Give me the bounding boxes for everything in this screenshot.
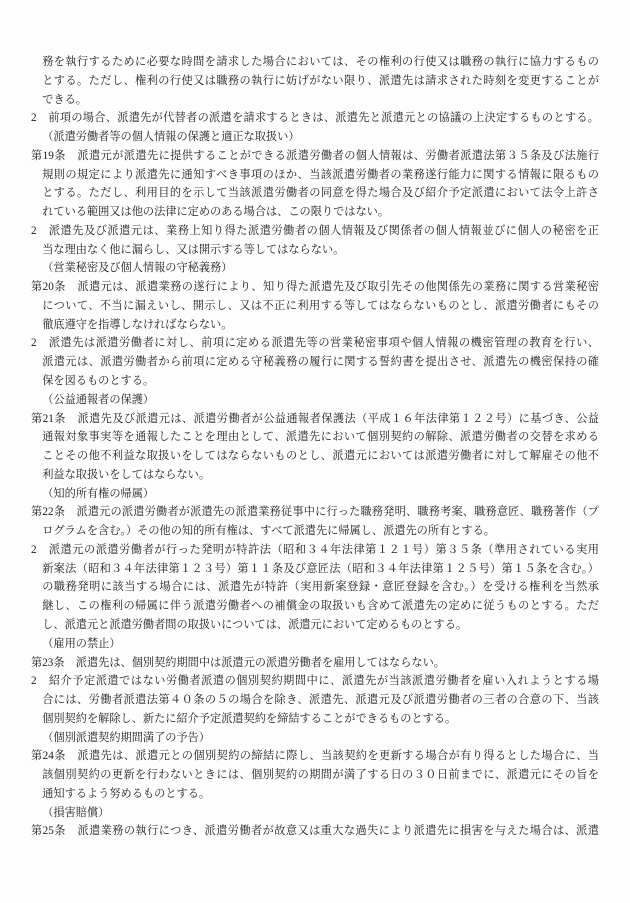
text-line-22: ことその他不利益な取扱いをしてはならないものとし、派遣元においては派遣労働者に対して解雇その他不 — [42, 450, 599, 463]
text-line-23: 利益な取扱いをしてはならない。 — [42, 468, 211, 481]
text-line-39: 該個別契約の更新を行わないときには、個別契約の期間が満了する日の３０日前までに、派遣元にその旨を — [42, 769, 599, 782]
text-line-20: 第21条 派遣先及び派遣元は、派遣労働者が公益通報者保護法（平成１６年法律第１２２号）に基づき、公益 — [31, 412, 599, 425]
text-line-6: 第19条 派遣元が派遣先に提供することができる派遣労働者の個人情報は、労働者派遣法第３５条及び法施行 — [31, 149, 599, 162]
text-line-33: 第23条 派遣先は、個別契約期間中は派遣元の派遣労働者を雇用してはならない。 — [31, 656, 445, 669]
text-line-16: 2 派遣先は派遣労働者に対し、前項に定める派遣先等の営業秘密事項や個人情報の機密管理の教育を行い、 — [31, 337, 599, 350]
text-line-18: 保を図るものとする。 — [42, 375, 155, 388]
text-line-17: 派遣元は、派遣労働者から前項に定める守秘義務の履行に関する誓約書を提出させ、派遣先の機密保持の確 — [42, 356, 599, 369]
text-line-14: について、不当に漏えいし、開示し、又は不正に利用する等してはならないものとし、派遣労働者にもその — [42, 299, 599, 312]
text-line-19: （公益通報者の保護） — [42, 393, 155, 406]
text-line-38: 第24条 派遣先は、派遣元との個別契約の締結に際し、当該契約を更新する場合が有り得るとした場合に、当 — [31, 750, 599, 763]
text-line-36: 個別契約を解除し、新たに紹介予定派遣契約を締結することができるものとする。 — [42, 712, 457, 725]
text-line-34: 2 紹介予定派遣ではない労働者派遣の個別契約期間中に、派遣先が当該派遣労働者を雇い入れようとする場 — [31, 675, 599, 688]
text-line-29: の職務発明に該当する場合には、派遣先が特許（実用新案登録・意匠登録を含む。）を受ける権利を当然承 — [42, 581, 599, 594]
text-line-32: （雇用の禁止） — [42, 637, 121, 650]
text-line-11: 当な理由なく他に漏らし、又は開示する等してはならない。 — [42, 243, 345, 256]
text-line-24: （知的所有権の帰属） — [42, 487, 155, 500]
text-line-26: ログラムを含む。）その他の知的所有権は、すべて派遣先に帰属し、派遣先の所有とする。 — [42, 525, 495, 538]
text-line-37: （個別派遣契約期間満了の予告） — [42, 731, 211, 744]
text-line-13: 第20条 派遣元は、派遣業務の遂行により、知り得た派遣先及び取引先その他関係先の業務に関する営業秘密 — [31, 281, 599, 294]
text-line-12: （営業秘密及び個人情報の守秘義務） — [42, 262, 233, 275]
text-line-7: 規則の規定により派遣先に通知すべき事項のほか、当該派遣労働者の業務遂行能力に関する情報に限るもの — [42, 168, 599, 181]
text-line-4: 2 前項の場合、派遣先が代替者の派遣を請求するときは、派遣先と派遣元との協議の上決定するものとする。 — [31, 112, 599, 125]
text-line-41: （損害賠償） — [42, 806, 110, 819]
text-line-2: とする。ただし、権利の行使又は職務の執行に妨げがない限り、派遣先は請求された時刻を変更することが — [42, 74, 599, 87]
text-line-40: 通知するよう努めるものとする。 — [42, 787, 211, 800]
text-line-1: 務を執行するために必要な時間を請求した場合においては、その権利の行使又は職務の執行に協力するもの — [42, 56, 599, 68]
text-line-25: 第22条 派遣元の派遣労働者が派遣先の派遣業務従事中に行った職務発明、職務考案、職務意匠、職務著作（プ — [31, 506, 599, 519]
text-line-35: 合には、労働者派遣法第４０条の５の場合を除き、派遣先、派遣元及び派遣労働者の三者の合意の下、当該 — [42, 694, 599, 707]
document-body — [31, 53, 599, 841]
text-line-9: れている範囲又は他の法律に定めのある場合は、この限りではない。 — [42, 206, 390, 219]
text-line-28: 新案法（昭和３４年法律第１２３号）第１１条及び意匠法（昭和３４年法律第１２５号）第１５条を含む。） — [42, 562, 599, 575]
text-line-5: （派遣労働者等の個人情報の保護と適正な取扱い） — [42, 131, 300, 144]
text-line-10: 2 派遣先及び派遣元は、業務上知り得た派遣労働者の個人情報及び関係者の個人情報並びに個人の秘密を正 — [31, 224, 599, 237]
text-line-8: とする。ただし、利用目的を示して当該派遣労働者の同意を得た場合及び紹介予定派遣において法令上許さ — [42, 187, 599, 200]
text-line-27: 2 派遣元の派遣労働者が行った発明が特許法（昭和３４年法律第１２１号）第３５条（準用されている実用 — [31, 543, 599, 556]
text-line-3: できる。 — [42, 93, 87, 106]
text-line-30: 継し、この権利の帰属に伴う派遣労働者への補償金の取扱いも含めて派遣先の定めに従うものとする。ただ — [42, 600, 599, 613]
text-line-21: 通報対象事実等を通報したことを理由として、派遣先において個別契約の解除、派遣労働者の交替を求める — [42, 431, 599, 444]
text-line-15: 徹底遵守を指導しなければならない。 — [42, 318, 233, 331]
text-line-31: し、派遣元と派遣労働者間の取扱いについては、派遣元において定めるものとする。 — [42, 618, 468, 631]
text-line-42: 第25条 派遣業務の執行につき、派遣労働者が故意又は重大な過失により派遣先に損害を与えた場合は、派遣 — [31, 825, 599, 838]
